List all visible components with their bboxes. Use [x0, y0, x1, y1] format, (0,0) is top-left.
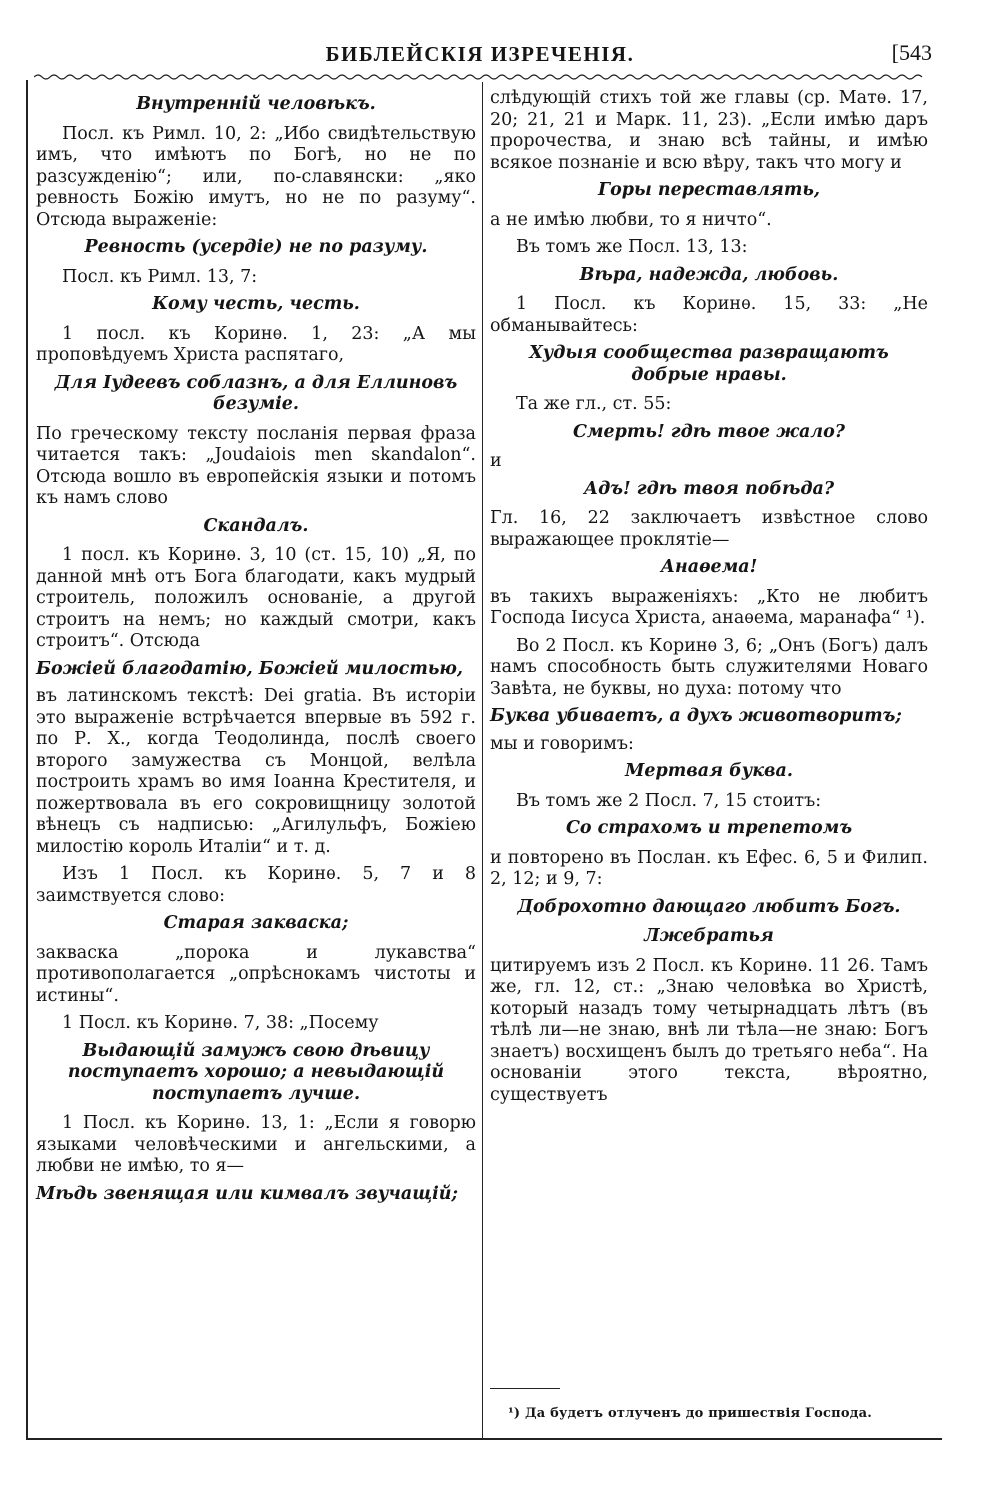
quoted-phrase: Буква убиваетъ, а духъ животворитъ; [490, 706, 902, 726]
page-frame-bottom [26, 1438, 942, 1440]
section-heading: Смерть! гдѣ твое жало? [572, 421, 846, 442]
paragraph: 1 посл. къ Коринѳ. 1, 23: „А мы проповѣдуемъ Христа распятаго, [36, 323, 476, 365]
section-heading: Со страхомъ и трепетомъ [565, 818, 853, 838]
section-heading: Вѣра, надежда, любовь. [579, 264, 839, 285]
running-title: БИБЛЕЙСКІЯ ИЗРЕЧЕНІЯ. [325, 42, 635, 66]
section-heading: Анаѳема! [660, 557, 758, 577]
section-heading: Адъ! гдѣ твоя побѣда? [583, 478, 835, 499]
paragraph: 1 Посл. къ Коринѳ. 13, 1: „Если я говорю языками человѣческими и ангельскими, а любви не имѣю, то я— [36, 1113, 476, 1176]
page-number: [543 [891, 40, 932, 65]
section-heading: Лжебратья [644, 926, 774, 946]
right-column [490, 88, 928, 1112]
paragraph: 1 Посл. къ Коринѳ. 15, 33: „Не обманывайтесь: [490, 294, 928, 336]
section-heading: Кому честь, честь. [152, 294, 360, 314]
paragraph: и повторено въ Послан. къ Ефес. 6, 5 и Филип. 2, 12; и 9, 7: [490, 847, 928, 889]
column-divider [482, 82, 483, 1438]
section-heading: Внутренній человѣкъ. [136, 94, 376, 114]
section-heading: Для Іудеевъ соблазнъ, а для Еллиновъ безуміе. [54, 372, 458, 414]
paragraph: а не имѣю любви, то я ничто“. [490, 209, 772, 230]
paragraph: Во 2 Посл. къ Коринѳ 3, 6; „Онъ (Богъ) далъ намъ способность быть служителями Новаго Завѣта, не буквы, но духа: потому что [490, 635, 928, 699]
paragraph: въ такихъ выраженіяхъ: „Кто не любитъ Господа Іисуса Христа, анаѳема, маранафа“ ¹). [490, 586, 928, 628]
paragraph: закваска „порока и лукавства“ противополагается „опрѣснокамъ чистоты и истины“. [36, 942, 476, 1006]
paragraph: Посл. къ Римл. 10, 2: „Ибо свидѣтельствую имъ, что имѣютъ по Богѣ, но не по разсужденію“; или, по-славянски: „яко ревность Божію имутъ, но не по разуму“. Отсюда выраженіе: [36, 123, 476, 230]
section-heading: Мертвая буква. [625, 761, 793, 781]
page-header [30, 40, 930, 74]
footnote: ¹) Да будетъ отлученъ до пришествія Господа. [508, 1406, 872, 1421]
page-frame-left [26, 80, 28, 1440]
paragraph: Та же гл., ст. 55: [516, 394, 672, 414]
paragraph: По греческому тексту посланія первая фраза читается такъ: „Joudaiois men skandalon“. Отсюда вошло въ европейскія языки и потомъ къ намъ слово [36, 423, 476, 508]
section-heading: Ревность (усердіе) не по разуму. [84, 237, 428, 257]
section-heading: Доброхотно дающаго любитъ Богъ. [517, 896, 901, 917]
paragraph: цитируемъ изъ 2 Посл. къ Коринѳ. 11 26. Тамъ же, гл. 12, ст.: „Знаю человѣка во Христѣ, который назадъ тому четырнадцать лѣтъ (въ тѣлѣ ли—не знаю, внѣ ли тѣла—не знаю: Богъ знаетъ) восхищенъ былъ до третьяго неба“. На основаніи этого текста, вѣроятно, существуетъ [490, 955, 928, 1105]
wavy-header-rule [34, 72, 924, 82]
paragraph: Посл. къ Римл. 13, 7: [62, 266, 258, 287]
paragraph: 1 посл. къ Коринѳ. 3, 10 (ст. 15, 10) „Я, по данной мнѣ отъ Бога благодати, какъ мудрый строитель, положилъ основаніе, а другой строитъ на немъ; но каждый смотри, какъ строитъ“. Отсюда [36, 545, 476, 651]
section-heading: Худыя сообщества развращаютъ добрые нравы. [529, 343, 889, 385]
paragraph: Въ томъ же Посл. 13, 13: [516, 237, 748, 257]
paragraph: въ латинскомъ текстѣ: Dei gratia. Въ исторіи это выраженіе встрѣчается впервые въ 592 г. по Р. Х., когда Теодолинда, послѣ своего второго замужества съ Монцой, велѣла построить храмъ во имя Іоанна Крестителя, и пожертвовала въ его сокровищницу золотой вѣнецъ съ надписью: „Агилульфъ, Божіею милостію король Италіи“ и т. д. [36, 686, 476, 857]
paragraph: 1 Посл. къ Коринѳ. 7, 38: „Посему [62, 1013, 379, 1033]
footnote-rule [490, 1388, 560, 1389]
paragraph: Въ томъ же 2 Посл. 7, 15 стоитъ: [516, 790, 822, 811]
section-heading: Старая закваска; [163, 913, 349, 933]
paragraph: мы и говоримъ: [490, 733, 634, 754]
paragraph: слѣдующій стихъ той же главы (ср. Матѳ. 17, 20; 21, 21 и Марк. 11, 23). „Если имѣю даръ пророчества, и знаю всѣ тайны, и имѣю всякое познаніе и всю вѣру, такъ что могу и [490, 88, 928, 173]
quoted-phrase: Божіей благодатію, Божіей милостью, [36, 658, 464, 679]
paragraph: Гл. 16, 22 заключаетъ извѣстное слово выражающее проклятіе— [490, 508, 928, 550]
quoted-phrase: Мѣдь звенящая или кимвалъ звучащій; [36, 1183, 458, 1204]
section-heading: Скандалъ. [203, 515, 309, 536]
section-heading: Горы переставлять, [597, 180, 820, 200]
section-heading: Выдающій замужъ свою дѣвицу поступаетъ хорошо; а невыдающій поступаетъ лучше. [67, 1040, 445, 1104]
paragraph: и [490, 451, 502, 471]
paragraph: Изъ 1 Посл. къ Коринѳ. 5, 7 и 8 заимствуется слово: [36, 864, 476, 906]
left-column [36, 88, 476, 1211]
